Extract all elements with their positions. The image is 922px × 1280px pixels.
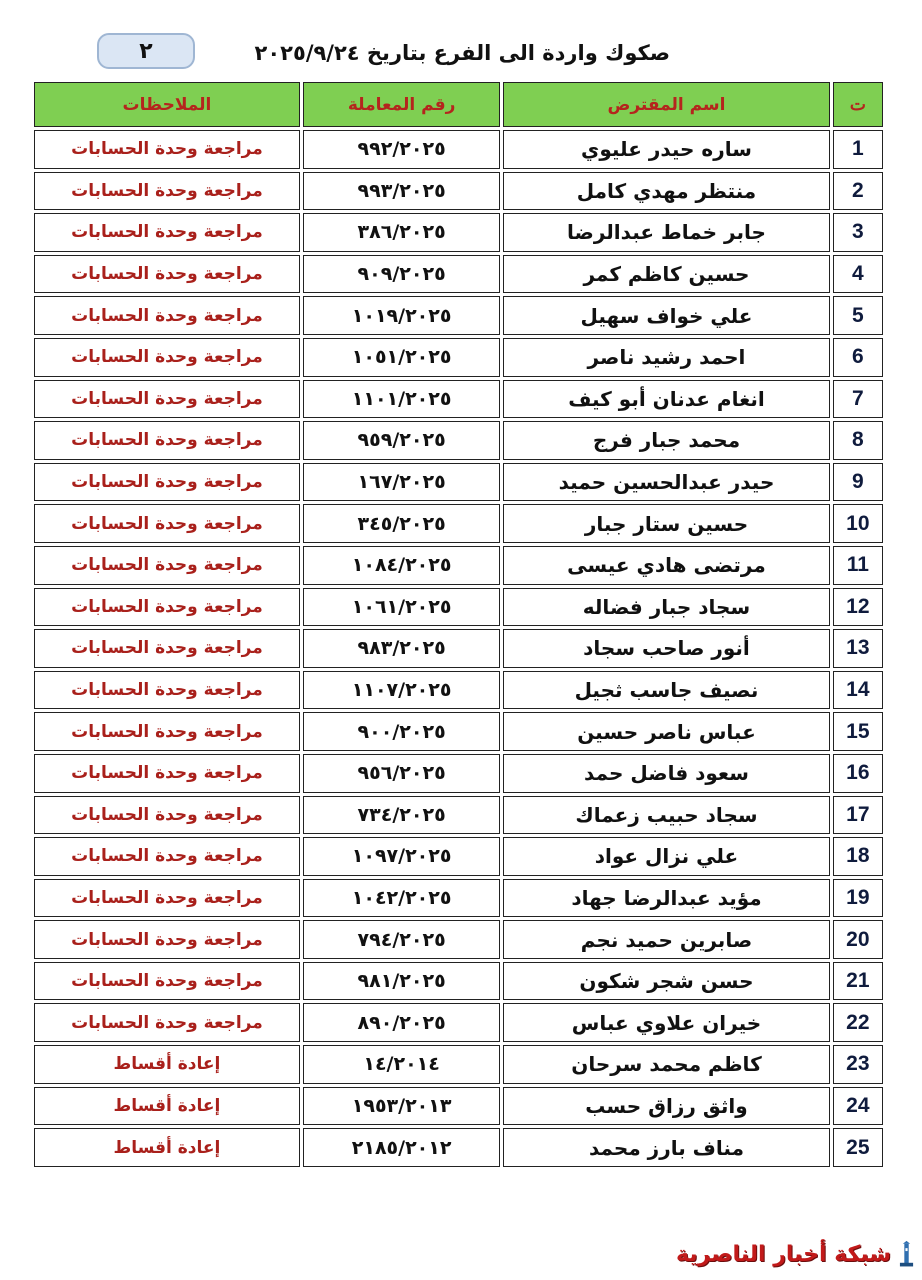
- notes-cell: مراجعة وحدة الحسابات: [34, 213, 300, 252]
- notes-cell: مراجعة وحدة الحسابات: [34, 546, 300, 585]
- borrower-name-cell: صابرين حميد نجم: [503, 920, 829, 959]
- table-row: [34, 754, 883, 793]
- table-row: [34, 629, 883, 668]
- table-row: [34, 671, 883, 710]
- transaction-number-cell: ٩٠٠/٢٠٢٥: [303, 712, 500, 751]
- transaction-number-cell: ١١٠٧/٢٠٢٥: [303, 671, 500, 710]
- row-number-cell: 23: [833, 1045, 883, 1084]
- table-row: [34, 1128, 883, 1167]
- transaction-number-cell: ٩٩٢/٢٠٢٥: [303, 130, 500, 169]
- borrower-name-cell: علي نزال عواد: [503, 837, 829, 876]
- transaction-number-cell: ١٠٩٧/٢٠٢٥: [303, 837, 500, 876]
- borrower-name-cell: كاظم محمد سرحان: [503, 1045, 829, 1084]
- notes-cell: مراجعة وحدة الحسابات: [34, 463, 300, 502]
- table-row: [34, 879, 883, 918]
- notes-cell: مراجعة وحدة الحسابات: [34, 380, 300, 419]
- transaction-number-cell: ٨٩٠/٢٠٢٥: [303, 1003, 500, 1042]
- borrower-name-cell: سجاد جبار فضاله: [503, 588, 829, 627]
- document-title: صكوك واردة الى الفرع بتاريخ ٢٠٢٥/٩/٢٤: [254, 41, 670, 65]
- transaction-number-cell: ٧٩٤/٢٠٢٥: [303, 920, 500, 959]
- page-number-badge: ٢: [97, 33, 195, 69]
- watermark: [676, 1234, 916, 1274]
- table-row: [34, 796, 883, 835]
- transaction-number-cell: ٩٠٩/٢٠٢٥: [303, 255, 500, 294]
- table-row: [34, 588, 883, 627]
- transaction-number-cell: ١١٠١/٢٠٢٥: [303, 380, 500, 419]
- borrower-name-cell: مرتضى هادي عيسى: [503, 546, 829, 585]
- notes-cell: مراجعة وحدة الحسابات: [34, 130, 300, 169]
- tower-emblem-icon: [897, 1236, 916, 1272]
- transaction-number-cell: ٩٩٣/٢٠٢٥: [303, 172, 500, 211]
- transaction-number-cell: ٩٨٣/٢٠٢٥: [303, 629, 500, 668]
- transaction-number-cell: ١٩٥٣/٢٠١٣: [303, 1087, 500, 1126]
- notes-cell: مراجعة وحدة الحسابات: [34, 296, 300, 335]
- transaction-number-cell: ١٦٧/٢٠٢٥: [303, 463, 500, 502]
- table-row: [34, 504, 883, 543]
- notes-cell: مراجعة وحدة الحسابات: [34, 629, 300, 668]
- row-number-cell: 6: [833, 338, 883, 377]
- row-number-cell: 18: [833, 837, 883, 876]
- row-number-cell: 3: [833, 213, 883, 252]
- row-number-cell: 11: [833, 546, 883, 585]
- row-number-cell: 4: [833, 255, 883, 294]
- notes-cell: إعادة أقساط: [34, 1128, 300, 1167]
- notes-cell: مراجعة وحدة الحسابات: [34, 837, 300, 876]
- borrower-name-cell: حسين ستار جبار: [503, 504, 829, 543]
- table-header-row: [34, 82, 883, 127]
- notes-cell: إعادة أقساط: [34, 1087, 300, 1126]
- borrower-name-cell: انغام عدنان أبو كيف: [503, 380, 829, 419]
- notes-cell: مراجعة وحدة الحسابات: [34, 338, 300, 377]
- row-number-cell: 10: [833, 504, 883, 543]
- transaction-number-cell: ١٠٤٢/٢٠٢٥: [303, 879, 500, 918]
- transaction-number-cell: ٩٨١/٢٠٢٥: [303, 962, 500, 1001]
- notes-cell: مراجعة وحدة الحسابات: [34, 879, 300, 918]
- table-row: [34, 255, 883, 294]
- borrower-name-cell: سعود فاضل حمد: [503, 754, 829, 793]
- row-number-cell: 16: [833, 754, 883, 793]
- transaction-number-cell: ١٠٨٤/٢٠٢٥: [303, 546, 500, 585]
- header-number: ت: [833, 82, 883, 127]
- borrower-name-cell: منتظر مهدي كامل: [503, 172, 829, 211]
- table-row: [34, 1087, 883, 1126]
- row-number-cell: 7: [833, 380, 883, 419]
- table-row: [34, 1003, 883, 1042]
- borrower-name-cell: خيران علاوي عباس: [503, 1003, 829, 1042]
- transaction-number-cell: ١٠٦١/٢٠٢٥: [303, 588, 500, 627]
- table-row: [34, 380, 883, 419]
- table-row: [34, 296, 883, 335]
- notes-cell: إعادة أقساط: [34, 1045, 300, 1084]
- table-row: [34, 213, 883, 252]
- transaction-number-cell: ٢١٨٥/٢٠١٢: [303, 1128, 500, 1167]
- borrower-name-cell: مؤيد عبدالرضا جهاد: [503, 879, 829, 918]
- borrower-name-cell: عباس ناصر حسين: [503, 712, 829, 751]
- notes-cell: مراجعة وحدة الحسابات: [34, 962, 300, 1001]
- transaction-number-cell: ١٠١٩/٢٠٢٥: [303, 296, 500, 335]
- table-row: [34, 338, 883, 377]
- borrower-name-cell: حيدر عبدالحسين حميد: [503, 463, 829, 502]
- row-number-cell: 19: [833, 879, 883, 918]
- table-row: [34, 130, 883, 169]
- row-number-cell: 15: [833, 712, 883, 751]
- notes-cell: مراجعة وحدة الحسابات: [34, 504, 300, 543]
- borrower-name-cell: حسين كاظم كمر: [503, 255, 829, 294]
- table-row: [34, 920, 883, 959]
- transaction-number-cell: ٩٥٦/٢٠٢٥: [303, 754, 500, 793]
- transaction-number-cell: ٣٨٦/٢٠٢٥: [303, 213, 500, 252]
- notes-cell: مراجعة وحدة الحسابات: [34, 255, 300, 294]
- borrower-name-cell: مناف بارز محمد: [503, 1128, 829, 1167]
- header-borrower-name: اسم المقترض: [503, 82, 829, 127]
- row-number-cell: 21: [833, 962, 883, 1001]
- borrower-name-cell: نصيف جاسب ثجيل: [503, 671, 829, 710]
- notes-cell: مراجعة وحدة الحسابات: [34, 1003, 300, 1042]
- transaction-number-cell: ٧٣٤/٢٠٢٥: [303, 796, 500, 835]
- borrower-name-cell: ساره حيدر عليوي: [503, 130, 829, 169]
- borrower-name-cell: واثق رزاق حسب: [503, 1087, 829, 1126]
- header-transaction-number: رقم المعاملة: [303, 82, 500, 127]
- notes-cell: مراجعة وحدة الحسابات: [34, 588, 300, 627]
- table-row: [34, 421, 883, 460]
- row-number-cell: 25: [833, 1128, 883, 1167]
- header-notes: الملاحظات: [34, 82, 300, 127]
- row-number-cell: 13: [833, 629, 883, 668]
- row-number-cell: 14: [833, 671, 883, 710]
- loans-table: [31, 79, 886, 1170]
- table-row: [34, 463, 883, 502]
- notes-cell: مراجعة وحدة الحسابات: [34, 172, 300, 211]
- row-number-cell: 9: [833, 463, 883, 502]
- row-number-cell: 17: [833, 796, 883, 835]
- row-number-cell: 5: [833, 296, 883, 335]
- transaction-number-cell: ٩٥٩/٢٠٢٥: [303, 421, 500, 460]
- transaction-number-cell: ٣٤٥/٢٠٢٥: [303, 504, 500, 543]
- watermark-text: شبكة أخبار الناصرية: [676, 1241, 891, 1267]
- notes-cell: مراجعة وحدة الحسابات: [34, 712, 300, 751]
- row-number-cell: 20: [833, 920, 883, 959]
- notes-cell: مراجعة وحدة الحسابات: [34, 671, 300, 710]
- table-row: [34, 837, 883, 876]
- row-number-cell: 1: [833, 130, 883, 169]
- borrower-name-cell: علي خواف سهيل: [503, 296, 829, 335]
- borrower-name-cell: سجاد حبيب زعماك: [503, 796, 829, 835]
- borrower-name-cell: حسن شجر شكون: [503, 962, 829, 1001]
- borrower-name-cell: احمد رشيد ناصر: [503, 338, 829, 377]
- notes-cell: مراجعة وحدة الحسابات: [34, 796, 300, 835]
- transaction-number-cell: ١٠٥١/٢٠٢٥: [303, 338, 500, 377]
- table-row: [34, 962, 883, 1001]
- borrower-name-cell: أنور صاحب سجاد: [503, 629, 829, 668]
- table-row: [34, 1045, 883, 1084]
- row-number-cell: 2: [833, 172, 883, 211]
- notes-cell: مراجعة وحدة الحسابات: [34, 920, 300, 959]
- table-row: [34, 172, 883, 211]
- row-number-cell: 12: [833, 588, 883, 627]
- borrower-name-cell: جابر خماط عبدالرضا: [503, 213, 829, 252]
- borrower-name-cell: محمد جبار فرج: [503, 421, 829, 460]
- table-body: [34, 130, 883, 1167]
- row-number-cell: 22: [833, 1003, 883, 1042]
- row-number-cell: 24: [833, 1087, 883, 1126]
- row-number-cell: 8: [833, 421, 883, 460]
- notes-cell: مراجعة وحدة الحسابات: [34, 754, 300, 793]
- notes-cell: مراجعة وحدة الحسابات: [34, 421, 300, 460]
- table-row: [34, 712, 883, 751]
- transaction-number-cell: ١٤/٢٠١٤: [303, 1045, 500, 1084]
- table-row: [34, 546, 883, 585]
